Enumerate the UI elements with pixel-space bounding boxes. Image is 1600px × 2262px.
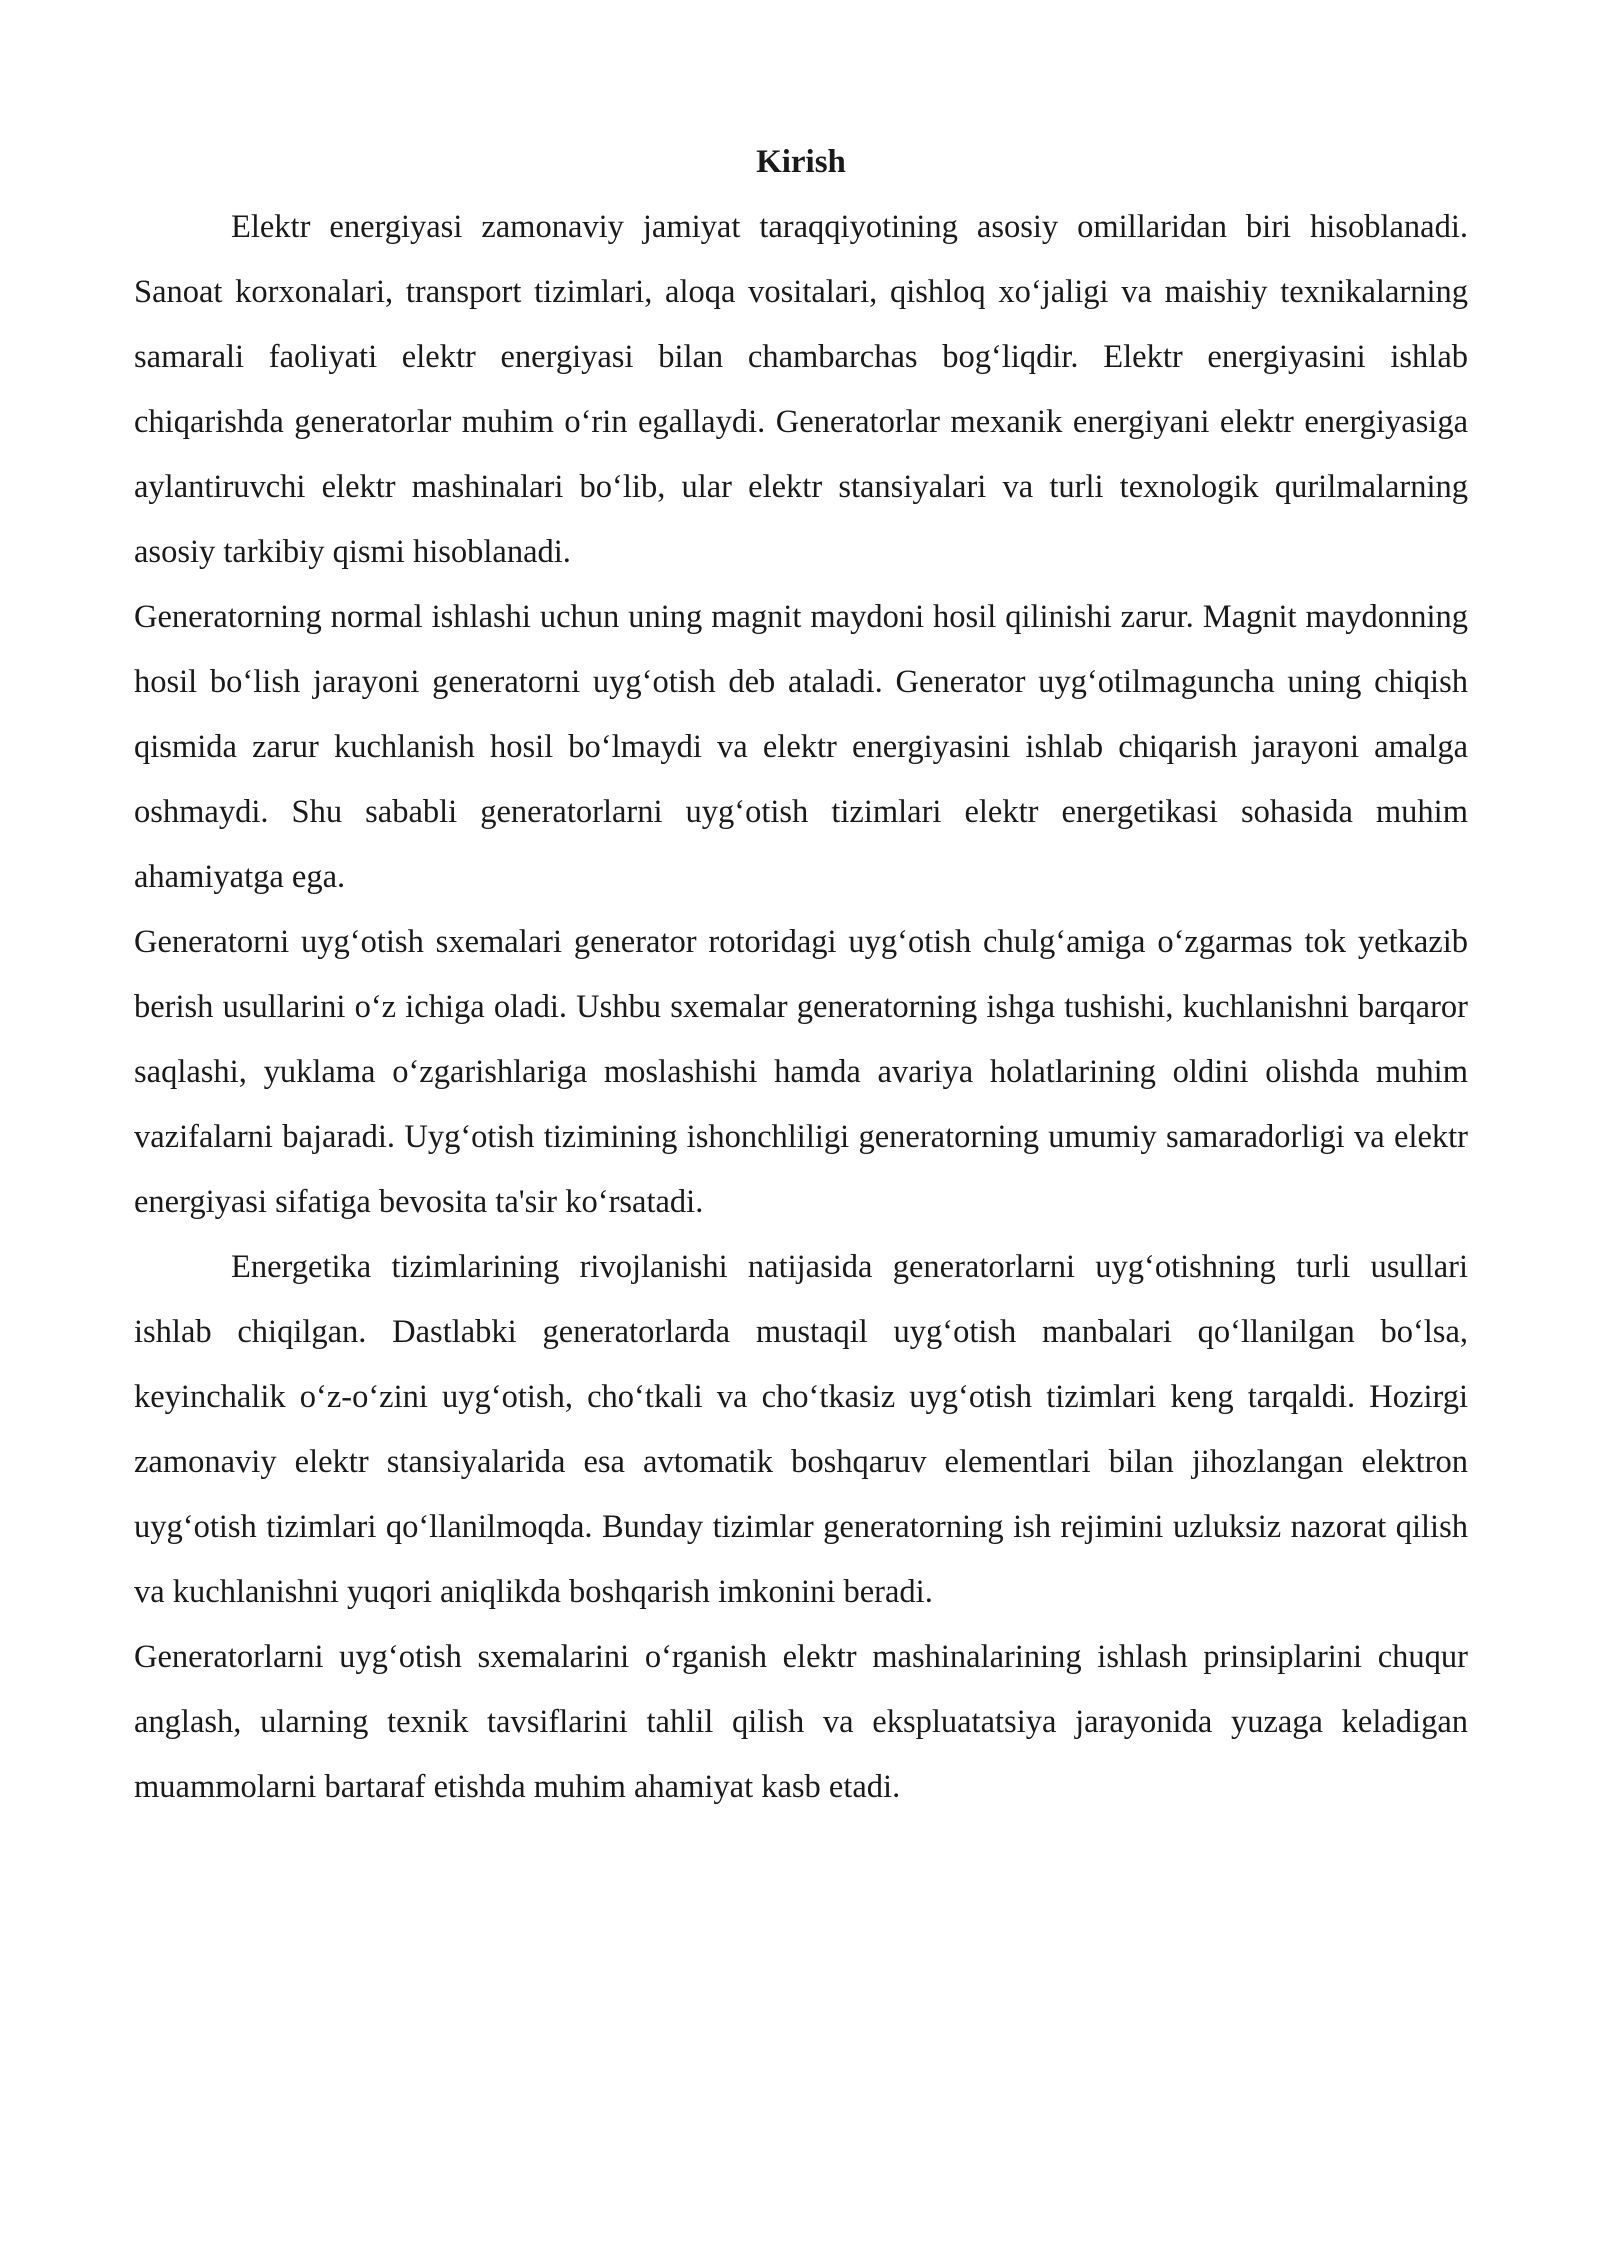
paragraph-2: Generatorning normal ishlashi uchun uning magnit maydoni hosil qilinishi zarur. Magnit maydonning hosil bo‘lish jarayoni generatorni uyg‘otish deb ataladi. Generator uyg‘otilmaguncha uning chiqish qismida zarur kuchlanish hosil bo‘lmaydi va elektr energiyasini ishlab chiqarish jarayoni amalga oshmaydi. Shu sababli generatorlarni uyg‘otish tizimlari elektr energetikasi sohasida muhim ahamiyatga ega.	[134, 599, 1468, 895]
document-body	[134, 130, 1468, 1820]
paragraph-4: Energetika tizimlarining rivojlanishi natijasida generatorlarni uyg‘otishning turli usullari ishlab chiqilgan. Dastlabki generatorlarda mustaqil uyg‘otish manbalari qo‘llanilgan bo‘lsa, keyinchalik o‘z-o‘zini uyg‘otish, cho‘tkali va cho‘tkasiz uyg‘otish tizimlari keng tarqaldi. Hozirgi zamonaviy elektr stansiyalarida esa avtomatik boshqaruv elementlari bilan jihozlangan elektron uyg‘otish tizimlari qo‘llanilmoqda. Bunday tizimlar generatorning ish rejimini uzluksiz nazorat qilish va kuchlanishni yuqori aniqlikda boshqarish imkonini beradi.	[134, 1249, 1468, 1610]
document-title: Kirish	[756, 144, 846, 180]
paragraph-5: Generatorlarni uyg‘otish sxemalarini o‘rganish elektr mashinalarining ishlash prinsiplarini chuqur anglash, ularning texnik tavsiflarini tahlil qilish va ekspluatatsiya jarayonida yuzaga keladigan muammolarni bartaraf etishda muhim ahamiyat kasb etadi.	[134, 1639, 1468, 1805]
paragraph-1: Elektr energiyasi zamonaviy jamiyat taraqqiyotining asosiy omillaridan biri hisoblanadi. Sanoat korxonalari, transport tizimlari, aloqa vositalari, qishloq xo‘jaligi va maishiy texnikalarning samarali faoliyati elektr energiyasi bilan chambarchas bog‘liqdir. Elektr energiyasini ishlab chiqarishda generatorlar muhim o‘rin egallaydi. Generatorlar mexanik energiyani elektr energiyasiga aylantiruvchi elektr mashinalari bo‘lib, ular elektr stansiyalari va turli texnologik qurilmalarning asosiy tarkibiy qismi hisoblanadi.	[134, 209, 1468, 570]
paragraph-3: Generatorni uyg‘otish sxemalari generator rotoridagi uyg‘otish chulg‘amiga o‘zgarmas tok yetkazib berish usullarini o‘z ichiga oladi. Ushbu sxemalar generatorning ishga tushishi, kuchlanishni barqaror saqlashi, yuklama o‘zgarishlariga moslashishi hamda avariya holatlarining oldini olishda muhim vazifalarni bajaradi. Uyg‘otish tizimining ishonchliligi generatorning umumiy samaradorligi va elektr energiyasi sifatiga bevosita ta'sir ko‘rsatadi.	[134, 924, 1468, 1220]
